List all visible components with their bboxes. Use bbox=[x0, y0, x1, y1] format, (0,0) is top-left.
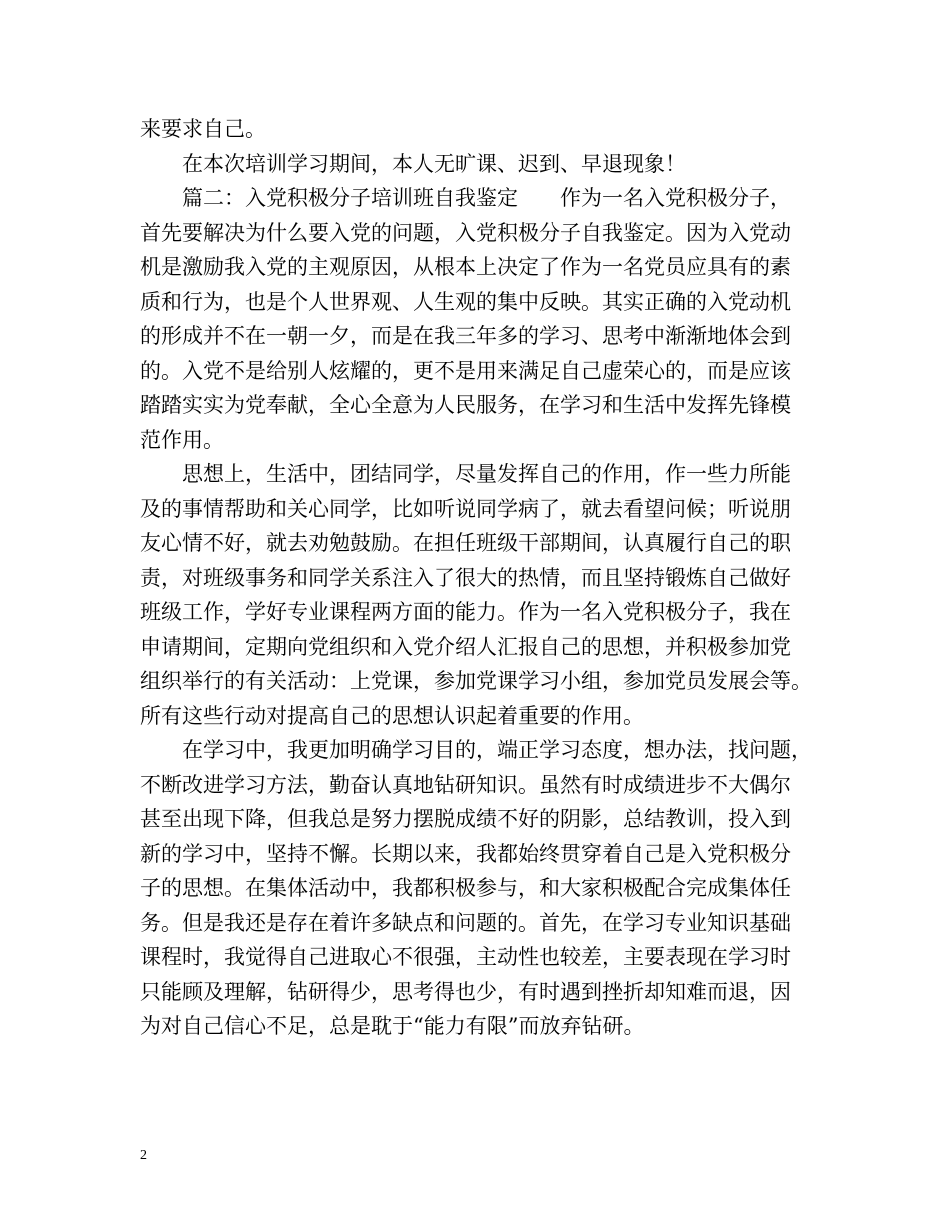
text-line: 的。入党不是给别人炫耀的，更不是用来满足自己虚荣心的，而是应该 bbox=[140, 358, 791, 383]
text-line: 踏踏实实为党奉献，全心全意为人民服务，在学习和生活中发挥先锋模 bbox=[140, 393, 791, 417]
text-line: 务。但是我还是存在着许多缺点和问题的。首先，在学习专业知识基础 bbox=[140, 910, 791, 935]
text-line: 友心情不好，就去劝勉鼓励。在担任班级干部期间，认真履行自己的职 bbox=[140, 531, 791, 555]
text-line: 只能顾及理解，钻研得少，思考得也少，有时遇到挫折却知难而退，因 bbox=[140, 979, 791, 1004]
text-line: 班级工作，学好专业课程两方面的能力。作为一名入党积极分子，我在 bbox=[140, 600, 791, 624]
text-line: 新的学习中，坚持不懈。长期以来，我都始终贯穿着自己是入党积极分 bbox=[140, 841, 791, 866]
text-line: 的形成并不在一朝一夕，而是在我三年多的学习、思考中渐渐地体会到 bbox=[140, 324, 791, 348]
text-line: 范作用。 bbox=[140, 427, 224, 452]
text-line: 课程时，我觉得自己进取心不很强，主动性也较差，主要表现在学习时 bbox=[140, 945, 791, 969]
page-number: 2 bbox=[140, 1148, 147, 1163]
text-line: 所有这些行动对提高自己的思想认识起着重要的作用。 bbox=[140, 703, 644, 728]
text-line: 子的思想。在集体活动中，我都积极参与，和大家积极配合完成集体任 bbox=[140, 876, 791, 900]
text-line: 及的事情帮助和关心同学，比如听说同学病了，就去看望问候；听说朋 bbox=[140, 496, 791, 521]
text-line: 篇二：入党积极分子培训班自我鉴定 作为一名入党积极分子， bbox=[182, 186, 791, 210]
body-text bbox=[140, 112, 830, 1044]
text-line: 组织举行的有关活动：上党课，参加党课学习小组，参加党员发展会等。 bbox=[140, 669, 812, 693]
text-line: 不断改进学习方法，勤奋认真地钻研知识。虽然有时成绩进步不大偶尔 bbox=[140, 772, 791, 797]
text-line: 思想上，生活中，团结同学，尽量发挥自己的作用，作一些力所能 bbox=[182, 462, 791, 486]
text-line: 质和行为，也是个人世界观、人生观的集中反映。其实正确的入党动机 bbox=[140, 289, 791, 314]
text-line: 甚至出现下降，但我总是努力摆脱成绩不好的阴影，总结教训，投入到 bbox=[140, 807, 791, 831]
text-line: 首先要解决为什么要入党的问题，入党积极分子自我鉴定。因为入党动 bbox=[140, 220, 791, 245]
text-line: 在本次培训学习期间，本人无旷课、迟到、早退现象！ bbox=[182, 151, 686, 176]
text-line: 来要求自己。 bbox=[140, 117, 266, 141]
text-line: 机是激励我入党的主观原因，从根本上决定了作为一名党员应具有的素 bbox=[140, 255, 791, 279]
text-line: 在学习中，我更加明确学习目的，端正学习态度，想办法，找问题， bbox=[182, 738, 812, 762]
text-line: 申请期间，定期向党组织和入党介绍人汇报自己的思想，并积极参加党 bbox=[140, 634, 791, 659]
text-line: 为对自己信心不足，总是耽于“能力有限”而放弃钻研。 bbox=[140, 1014, 645, 1038]
text-line: 责，对班级事务和同学关系注入了很大的热情，而且坚持锻炼自己做好 bbox=[140, 565, 791, 590]
